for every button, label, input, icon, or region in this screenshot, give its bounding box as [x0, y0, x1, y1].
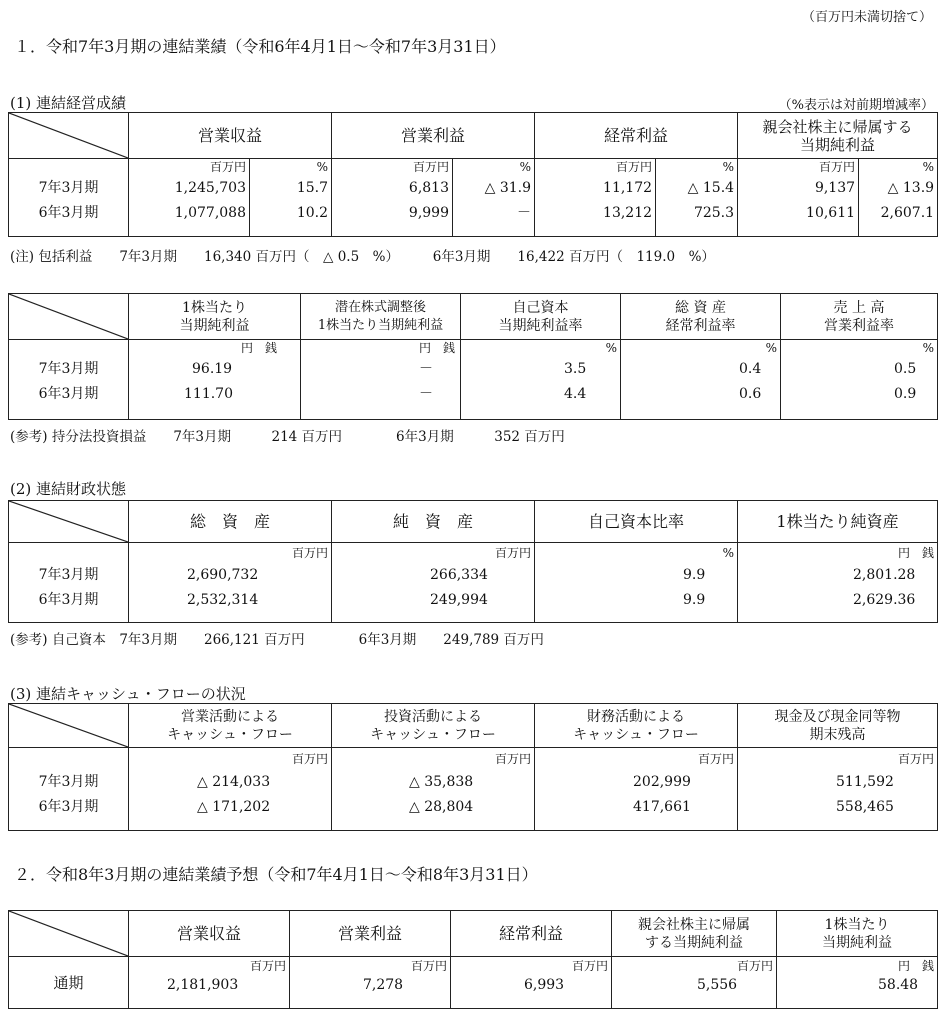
value-cell: 9,999: [408, 205, 450, 221]
header-line: 1株当たり当期純利益: [317, 317, 444, 333]
unit-label: 百万円: [571, 959, 608, 973]
value-cell: 96.19: [192, 361, 233, 377]
header-operating-cf: [129, 704, 332, 748]
header-operating-revenue: 営業収益: [129, 113, 332, 159]
value-cell: 58.48: [878, 977, 919, 993]
unit-label: 百万円: [616, 160, 653, 174]
unit-label: %: [316, 160, 329, 174]
header-line: キャッシュ・フロー: [167, 726, 293, 743]
header-line: 投資活動による: [384, 708, 482, 725]
unit-label: %: [519, 160, 532, 174]
value-cell: 266,334: [430, 567, 488, 583]
value-cell: 2,629.36: [853, 592, 916, 608]
value-cell: 0.6: [739, 386, 762, 402]
header-line: 1株当たり: [182, 299, 247, 316]
header-roa: [621, 294, 781, 340]
value-cell: 6,813: [408, 180, 450, 196]
section1-title: １．令和7年3月期の連結業績（令和6年4月1日～令和7年3月31日）: [14, 37, 506, 56]
row-label: 7年3月期: [38, 567, 99, 583]
header-total-assets: 総 資 産: [129, 501, 332, 543]
header-bps: 1株当たり純資産: [738, 501, 938, 543]
header-line: 現金及び現金同等物: [774, 708, 901, 725]
unit-label: 百万円: [819, 160, 856, 174]
value-cell: △ 15.4: [687, 180, 735, 196]
unit-label: 百万円: [413, 160, 450, 174]
unit-label: %: [922, 160, 935, 174]
unit-label: 百万円: [736, 959, 773, 973]
header-line: 期末残高: [809, 726, 866, 743]
unit-label: %: [922, 341, 934, 355]
value-cell: 1,245,703: [174, 180, 246, 196]
corner-cell: [9, 113, 129, 159]
value-cell: 0.5: [894, 361, 917, 377]
value-cell: △ 31.9: [484, 180, 532, 196]
per-share-ratios-table: [8, 293, 938, 420]
header-net-income: [738, 113, 938, 159]
s1-3-title: (3) 連結キャッシュ・フローの状況: [10, 685, 246, 703]
section2-title: ２．令和8年3月期の連結業績予想（令和7年4月1日～令和8年3月31日）: [14, 865, 538, 884]
value-cell: △ 28,804: [409, 799, 474, 815]
value-cell: －: [419, 361, 433, 377]
header-financing-cf: [535, 704, 738, 748]
operating-results-table: [8, 112, 938, 237]
value-cell: 417,661: [633, 799, 691, 815]
cash-flow-table: [8, 703, 938, 831]
value-cell: △ 13.9: [887, 180, 935, 196]
header-line: 経常利益率: [665, 317, 736, 334]
value-cell: 13,212: [603, 205, 653, 221]
unit-label: 円 銭: [240, 341, 277, 355]
value-cell: 15.7: [296, 180, 329, 196]
rounding-note: （百万円未満切捨て）: [801, 10, 932, 25]
value-cell: △ 35,838: [409, 774, 474, 790]
value-cell: 10.2: [296, 205, 329, 221]
header-diluted-eps: [301, 294, 461, 340]
value-cell: 249,994: [430, 592, 488, 608]
header-eps: [777, 911, 938, 957]
header-net-income-line1: 親会社株主に帰属する: [762, 117, 913, 136]
header-line: 当期純利益率: [498, 317, 583, 334]
value-cell: 558,465: [836, 799, 894, 815]
header-operating-income: 営業利益: [332, 113, 535, 159]
unit-label: 百万円: [494, 546, 531, 560]
unit-label: 百万円: [249, 959, 286, 973]
unit-label: 円 銭: [418, 341, 455, 355]
row-label: 通期: [9, 957, 129, 1009]
corner-cell: [9, 911, 129, 957]
value-cell: 2,532,314: [187, 592, 259, 608]
value-cell: 111.70: [184, 386, 233, 402]
header-line: 財務活動による: [587, 708, 685, 725]
header-line: 1株当たり: [824, 916, 890, 933]
unit-label: %: [765, 341, 777, 355]
unit-label: 百万円: [697, 752, 734, 766]
value-cell: 2,607.1: [880, 205, 935, 221]
value-cell: 6,993: [524, 977, 565, 993]
header-net-income: [612, 911, 777, 957]
header-line: する当期純利益: [645, 934, 743, 951]
value-cell: 2,690,732: [187, 567, 259, 583]
row-label: 7年3月期: [38, 774, 99, 790]
value-cell: 2,801.28: [853, 567, 916, 583]
header-ordinary-income: 経常利益: [451, 911, 612, 957]
value-cell: 9,137: [814, 180, 856, 196]
value-cell: －: [419, 386, 433, 402]
s1-2-title: (2) 連結財政状態: [10, 480, 127, 498]
header-line: 当期純利益: [179, 317, 250, 334]
header-cash-balance: [738, 704, 938, 748]
unit-label: %: [605, 341, 617, 355]
header-line: キャッシュ・フロー: [370, 726, 496, 743]
header-line: 潜在株式調整後: [334, 299, 426, 315]
unit-label: %: [722, 160, 735, 174]
unit-label: 百万円: [209, 160, 246, 174]
header-net-assets: 純 資 産: [332, 501, 535, 543]
comprehensive-income-note: (注) 包括利益 7年3月期 16,340 百万円（ △ 0.5 %） 6年3月期 16,422 百万円（ 119.0 %）: [10, 249, 715, 265]
forecast-table: [8, 910, 938, 1009]
value-cell: 0.4: [739, 361, 762, 377]
value-cell: 7,278: [363, 977, 404, 993]
equity-capital-note: (参考) 自己資本 7年3月期 266,121 百万円 6年3月期 249,789 百万円: [10, 632, 544, 648]
value-cell: 3.5: [564, 361, 587, 377]
value-cell: 202,999: [633, 774, 691, 790]
row-label: 6年3月期: [38, 386, 99, 402]
row-label: 6年3月期: [38, 205, 99, 221]
header-line: 総 資 産: [675, 299, 726, 316]
value-cell: 2,181,903: [167, 977, 239, 993]
value-cell: 10,611: [806, 205, 856, 221]
header-eps: [129, 294, 301, 340]
header-roe: [461, 294, 621, 340]
value-cell: －: [517, 205, 532, 221]
unit-label: 百万円: [291, 752, 328, 766]
corner-cell: [9, 294, 129, 340]
header-line: 親会社株主に帰属: [638, 916, 750, 933]
header-line: 当期純利益: [822, 934, 892, 951]
value-cell: 5,556: [697, 977, 738, 993]
results-body: [9, 159, 938, 237]
header-investing-cf: [332, 704, 535, 748]
header-line: キャッシュ・フロー: [573, 726, 699, 743]
unit-label: 円 銭: [897, 546, 934, 560]
value-cell: 9.9: [683, 567, 706, 583]
header-line: 自己資本: [512, 299, 569, 316]
corner-cell: [9, 501, 129, 543]
unit-label: 百万円: [410, 959, 447, 973]
row-label: 7年3月期: [38, 180, 99, 196]
header-operating-revenue: 営業収益: [129, 911, 290, 957]
value-cell: 11,172: [603, 180, 653, 196]
header-operating-margin: [781, 294, 938, 340]
row-label: 6年3月期: [38, 592, 99, 608]
unit-label: 百万円: [494, 752, 531, 766]
value-cell: 511,592: [836, 774, 894, 790]
value-cell: △ 171,202: [197, 799, 271, 815]
unit-label: 百万円: [291, 546, 328, 560]
value-cell: 725.3: [693, 205, 735, 221]
header-net-income-line2: 当期純利益: [800, 135, 876, 154]
row-label: 7年3月期: [38, 361, 99, 377]
header-line: 営業利益率: [824, 317, 894, 334]
s1-1-title: (1) 連結経営成績: [10, 94, 127, 112]
value-cell: 4.4: [564, 386, 587, 402]
s1-1-note: （%表示は対前期増減率）: [778, 98, 934, 113]
header-line: 営業活動による: [181, 708, 279, 725]
header-line: 売 上 高: [833, 299, 885, 316]
header-operating-income: 営業利益: [290, 911, 451, 957]
value-cell: △ 214,033: [197, 774, 271, 790]
header-ordinary-income: 経常利益: [535, 113, 738, 159]
unit-label: 円 銭: [897, 959, 934, 973]
unit-label: 百万円: [897, 752, 934, 766]
header-equity-ratio: 自己資本比率: [535, 501, 738, 543]
value-cell: 1,077,088: [174, 205, 246, 221]
financial-position-table: [8, 500, 938, 623]
corner-cell: [9, 704, 129, 748]
value-cell: 0.9: [894, 386, 917, 402]
equity-method-note: (参考) 持分法投資損益 7年3月期 214 百万円 6年3月期 352 百万円: [10, 429, 565, 445]
value-cell: 9.9: [683, 592, 706, 608]
unit-label: %: [722, 546, 734, 560]
row-label: 6年3月期: [38, 799, 99, 815]
